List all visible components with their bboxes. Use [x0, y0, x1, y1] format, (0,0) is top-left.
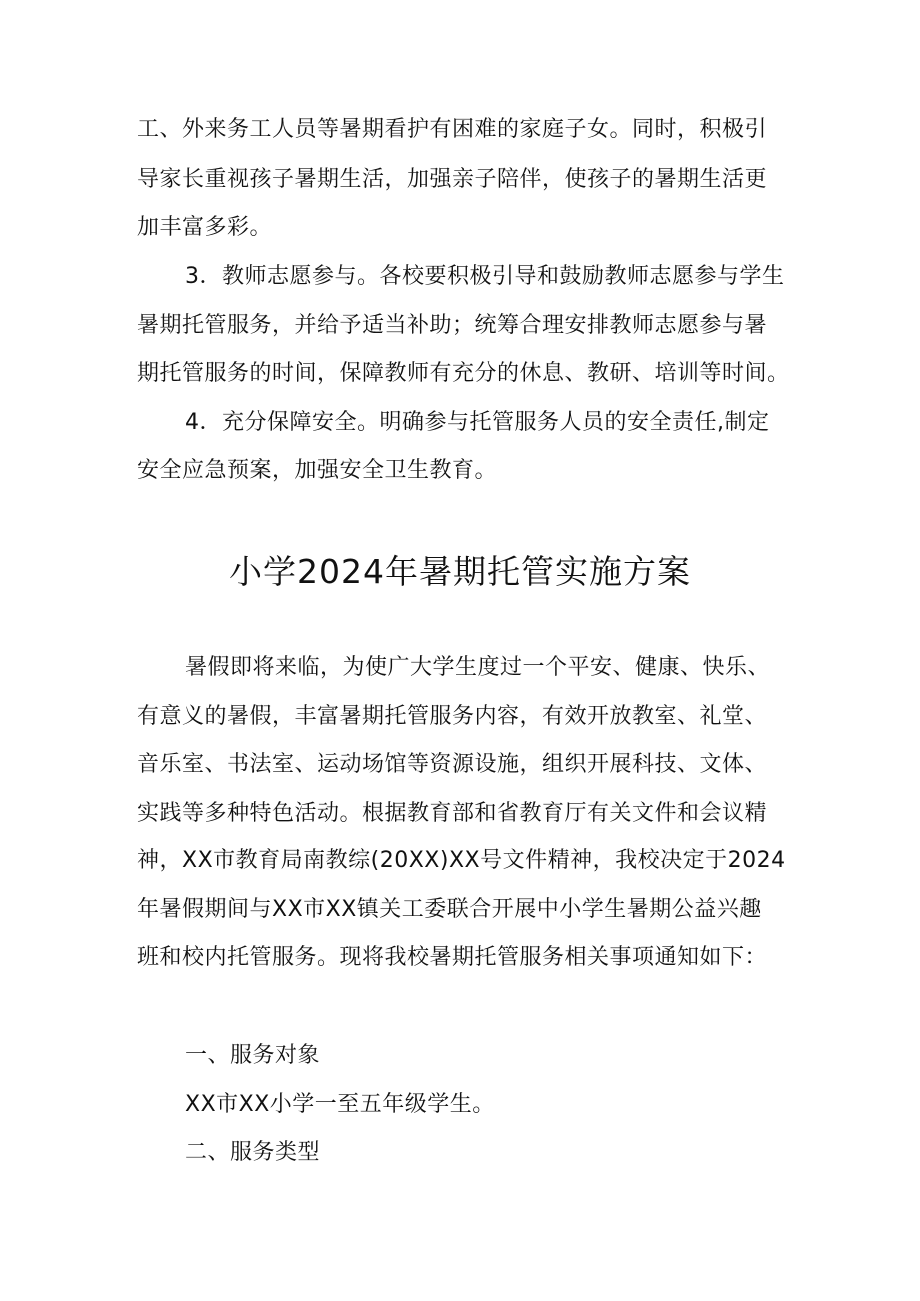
intro-line: 暑假即将来临，为使广大学生度过一个平安、健康、快乐、 [185, 655, 771, 680]
intro-line: 班和校内托管服务。现将我校暑期托管服务相关事项通知如下： [137, 945, 768, 970]
paragraph-line: 加丰富多彩。 [137, 215, 273, 240]
paragraph-line: 导家长重视孩子暑期生活，加强亲子陪伴，使孩子的暑期生活更 [137, 167, 768, 192]
intro-line: 年暑假期间与XX市XX镇关工委联合开展中小学生暑期公益兴趣 [137, 897, 762, 922]
intro-line: 神，XX市教育局南教综(20XX)XX号文件精神，我校决定于2024 [137, 848, 786, 873]
section-body-service-target: XX市XX小学一至五年级学生。 [185, 1092, 495, 1117]
section-heading-service-target: 一、服务对象 [185, 1043, 321, 1068]
item-3-line: 3．教师志愿参与。各校要积极引导和鼓励教师志愿参与学生 [185, 264, 785, 289]
intro-line: 实践等多种特色活动。根据教育部和省教育厅有关文件和会议精 [137, 801, 768, 826]
item-4-line: 安全应急预案，加强安全卫生教育。 [137, 458, 498, 483]
intro-line: 音乐室、书法室、运动场馆等资源设施，组织开展科技、文体、 [137, 752, 768, 777]
item-3-line: 期托管服务的时间，保障教师有充分的休息、教研、培训等时间。 [137, 361, 790, 386]
item-4-line: 4．充分保障安全。明确参与托管服务人员的安全责任,制定 [185, 410, 770, 435]
section-heading-service-type: 二、服务类型 [185, 1140, 321, 1165]
item-3-line: 暑期托管服务，并给予适当补助；统筹合理安排教师志愿参与暑 [137, 313, 768, 338]
paragraph-line: 工、外来务工人员等暑期看护有困难的家庭子女。同时，积极引 [137, 117, 768, 142]
intro-line: 有意义的暑假，丰富暑期托管服务内容，有效开放教室、礼堂、 [137, 704, 768, 729]
document-title: 小学2024年暑期托管实施方案 [229, 552, 691, 591]
